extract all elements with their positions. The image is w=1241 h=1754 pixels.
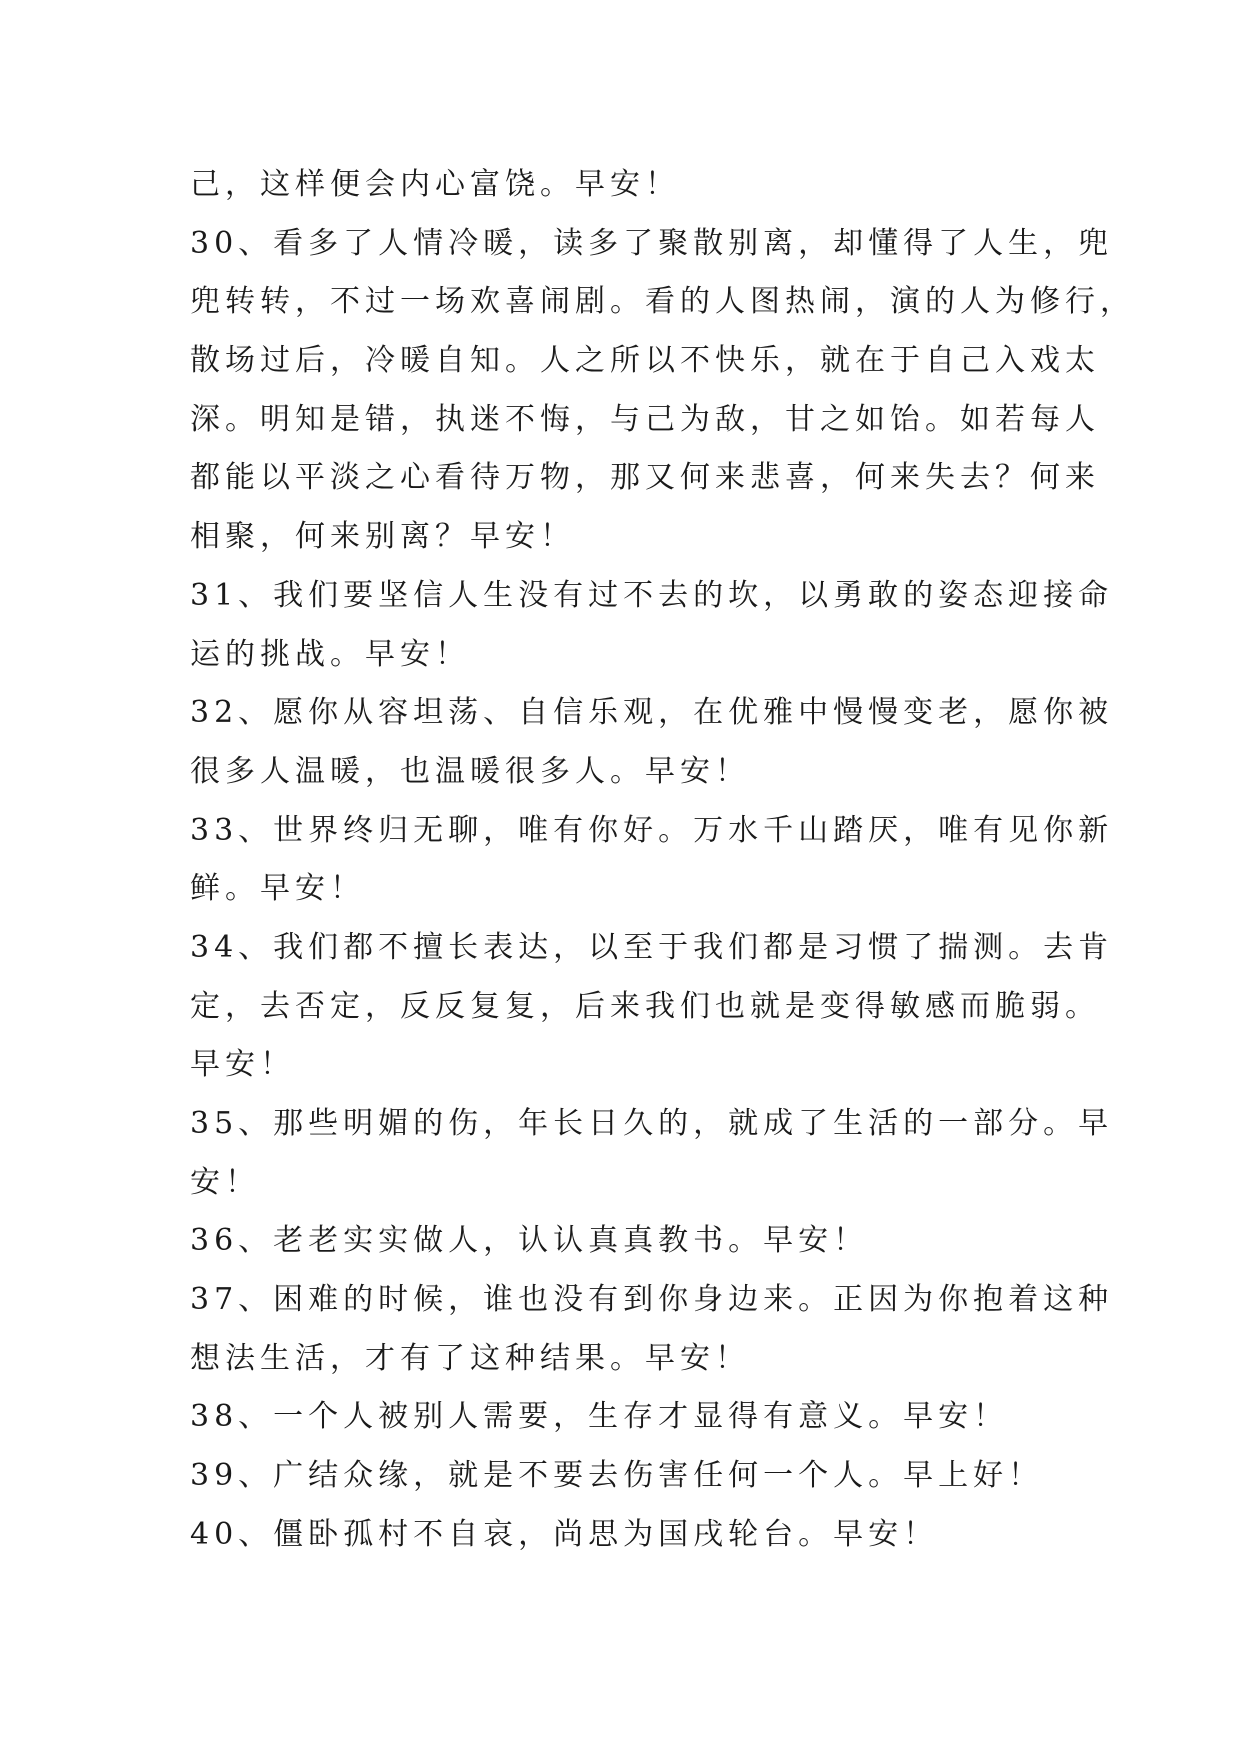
text-line: 34、我们都不擅长表达，以至于我们都是习惯了揣测。去肯	[190, 929, 1114, 965]
text-line: 31、我们要坚信人生没有过不去的坎，以勇敢的姿态迎接命	[190, 577, 1114, 613]
text-line: 35、那些明媚的伤，年长日久的，就成了生活的一部分。早	[190, 1106, 1114, 1141]
text-line: 37、困难的时候，谁也没有到你身边来。正因为你抱着这种	[190, 1282, 1114, 1318]
text-line: 深。明知是错，执迷不悔，与己为敌，甘之如饴。如若每人	[190, 401, 1100, 437]
text-line: 想法生活，才有了这种结果。早安！	[190, 1340, 750, 1376]
text-line: 36、老老实实做人，认认真真教书。早安！	[190, 1223, 869, 1259]
text-line: 运的挑战。早安！	[190, 636, 470, 672]
text-body	[190, 156, 1135, 1565]
text-line: 40、僵卧孤村不自哀，尚思为国戌轮台。早安！	[190, 1516, 939, 1552]
text-line: 38、一个人被别人需要，生存才显得有意义。早安！	[190, 1399, 1009, 1435]
text-line: 39、广结众缘，就是不要去伤害任何一个人。早上好！	[190, 1458, 1044, 1494]
text-line: 30、看多了人情冷暖，读多了聚散别离，却懂得了人生，兜	[190, 225, 1114, 261]
text-line: 都能以平淡之心看待万物，那又何来悲喜，何来失去？何来	[190, 460, 1100, 496]
text-line: 鲜。早安！	[190, 871, 365, 907]
text-line: 己，这样便会内心富饶。早安！	[190, 167, 680, 202]
text-line: 33、世界终归无聊，唯有你好。万水千山踏厌，唯有见你新	[190, 812, 1114, 848]
text-line: 相聚，何来别离？早安！	[190, 519, 575, 555]
text-line: 定，去否定，反反复复，后来我们也就是变得敏感而脆弱。	[190, 988, 1100, 1024]
text-line: 早安！	[190, 1047, 295, 1083]
text-line: 安！	[190, 1164, 260, 1200]
text-line: 散场过后，冷暖自知。人之所以不快乐，就在于自己入戏太	[190, 343, 1100, 379]
text-line: 很多人温暖，也温暖很多人。早安！	[190, 753, 750, 789]
text-line: 兜转转，不过一场欢喜闹剧。看的人图热闹，演的人为修行，	[190, 284, 1135, 320]
text-line: 32、愿你从容坦荡、自信乐观，在优雅中慢慢变老，愿你被	[190, 695, 1114, 731]
